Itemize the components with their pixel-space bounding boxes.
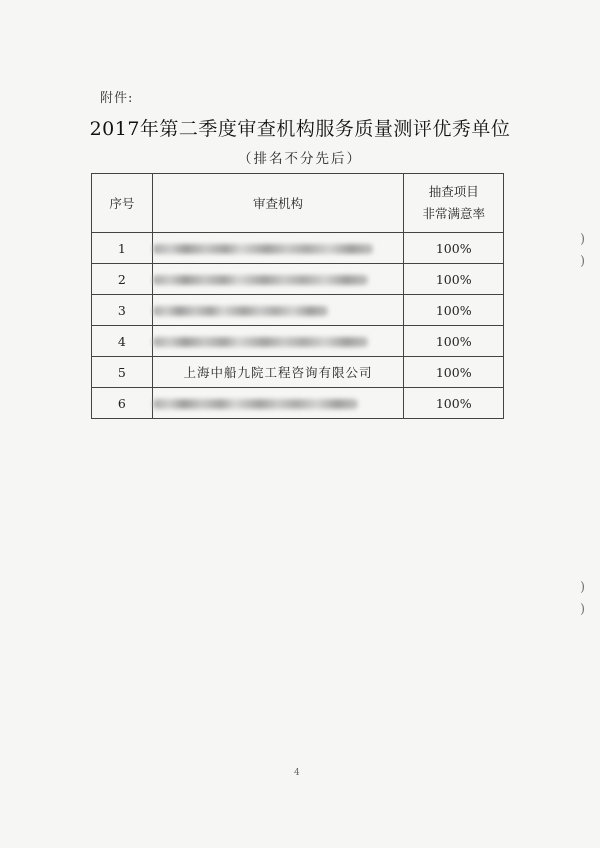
row-rate: 100% (404, 326, 504, 357)
table-header-row (92, 174, 504, 233)
row-org (152, 326, 404, 357)
page-title: 2017年第二季度审查机构服务质量测评优秀单位 (89, 118, 511, 140)
row-org: 上海中船九院工程咨询有限公司 (152, 357, 404, 388)
table-row (92, 295, 504, 326)
row-org (152, 388, 404, 419)
ranking-table (91, 173, 504, 419)
header-org: 审查机构 (152, 174, 404, 233)
table-row (92, 357, 504, 388)
row-seq: 5 (92, 357, 153, 388)
scan-mark: ) (580, 254, 586, 269)
row-rate: 100% (404, 295, 504, 326)
redacted-org-name (153, 337, 368, 347)
row-seq: 1 (92, 233, 153, 264)
redacted-org-name (153, 306, 328, 316)
scan-mark: ) (580, 580, 586, 595)
header-rate-line1: 抽查项目 (428, 184, 479, 199)
table-row (92, 233, 504, 264)
row-rate: 100% (404, 233, 504, 264)
page-subtitle: （排名不分先后） (238, 151, 362, 167)
attachment-label: 附件: (100, 91, 134, 106)
row-org (152, 233, 404, 264)
table-row (92, 388, 504, 419)
table-row (92, 326, 504, 357)
scan-mark: ) (580, 602, 586, 617)
row-seq: 6 (92, 388, 153, 419)
redacted-org-name (153, 399, 358, 409)
row-rate: 100% (404, 388, 504, 419)
row-seq: 3 (92, 295, 153, 326)
row-org (152, 264, 404, 295)
redacted-org-name (153, 244, 373, 254)
header-rate-line2: 非常满意率 (422, 206, 485, 221)
row-rate: 100% (404, 264, 504, 295)
header-rate (404, 174, 504, 233)
page-number: 4 (294, 768, 300, 778)
row-org (152, 295, 404, 326)
header-seq: 序号 (92, 174, 153, 233)
row-rate: 100% (404, 357, 504, 388)
scan-mark: ) (580, 232, 586, 247)
row-seq: 4 (92, 326, 153, 357)
table-row (92, 264, 504, 295)
redacted-org-name (153, 275, 368, 285)
row-seq: 2 (92, 264, 153, 295)
